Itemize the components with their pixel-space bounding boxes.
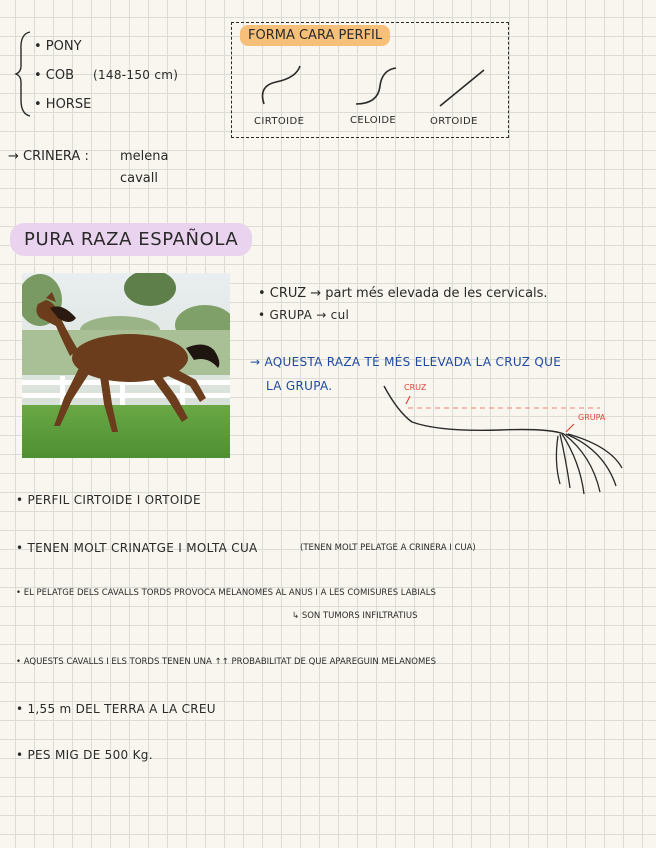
label-cirtoide: CIRTOIDE	[254, 116, 305, 127]
cob-height-note: (148-150 cm)	[93, 68, 179, 82]
label-celoide: CELOIDE	[350, 115, 397, 126]
note-grupa: • GRUPA → cul	[258, 308, 350, 322]
label-ortoide: ORTOIDE	[430, 116, 478, 127]
crinera-term: → CRINERA :	[8, 149, 89, 164]
crinera-meaning-2: cavall	[120, 171, 158, 186]
bullet-pelatge-sub: ↳ SON TUMORS INFILTRATIUS	[292, 611, 418, 621]
note-blue-line-2: LA GRUPA.	[266, 379, 333, 393]
profile-box-title-text: FORMA CARA PERFIL	[240, 25, 390, 46]
note-blue-line-1: → AQUESTA RAZA TÉ MÉS ELEVADA LA CRUZ QUE	[250, 355, 562, 369]
sketch-label-cruz: CRUZ	[404, 383, 427, 392]
list-item-cob: • COB	[34, 68, 75, 83]
bullet-pelatge: • EL PELATGE DELS CAVALLS TORDS PROVOCA MELANOMES AL ANUS I A LES COMISURES LABIALS	[16, 588, 436, 598]
bullet-crinatge: • TENEN MOLT CRINATGE I MOLTA CUA	[16, 541, 258, 555]
section-title-text: PURA RAZA ESPAÑOLA	[10, 223, 252, 256]
sketch-label-grupa: GRUPA	[578, 413, 606, 422]
bullet-pes: • PES MIG DE 500 Kg.	[16, 748, 153, 762]
bullet-perfil: • PERFIL CIRTOIDE I ORTOIDE	[16, 493, 201, 507]
bullet-alcada: • 1,55 m DEL TERRA A LA CREU	[16, 702, 216, 716]
list-item-horse: • HORSE	[34, 97, 92, 112]
note-cruz: • CRUZ → part més elevada de les cervicals.	[258, 286, 548, 301]
crinera-meaning-1: melena	[120, 149, 169, 164]
list-item-pony: • PONY	[34, 39, 82, 54]
bullet-melanomes: • AQUESTS CAVALLS I ELS TORDS TENEN UNA ↑↑ PROBABILITAT DE QUE APAREGUIN MELANOMES	[16, 657, 437, 667]
bullet-crinatge-note: (TENEN MOLT PELATGE A CRINERA I CUA)	[300, 543, 476, 553]
